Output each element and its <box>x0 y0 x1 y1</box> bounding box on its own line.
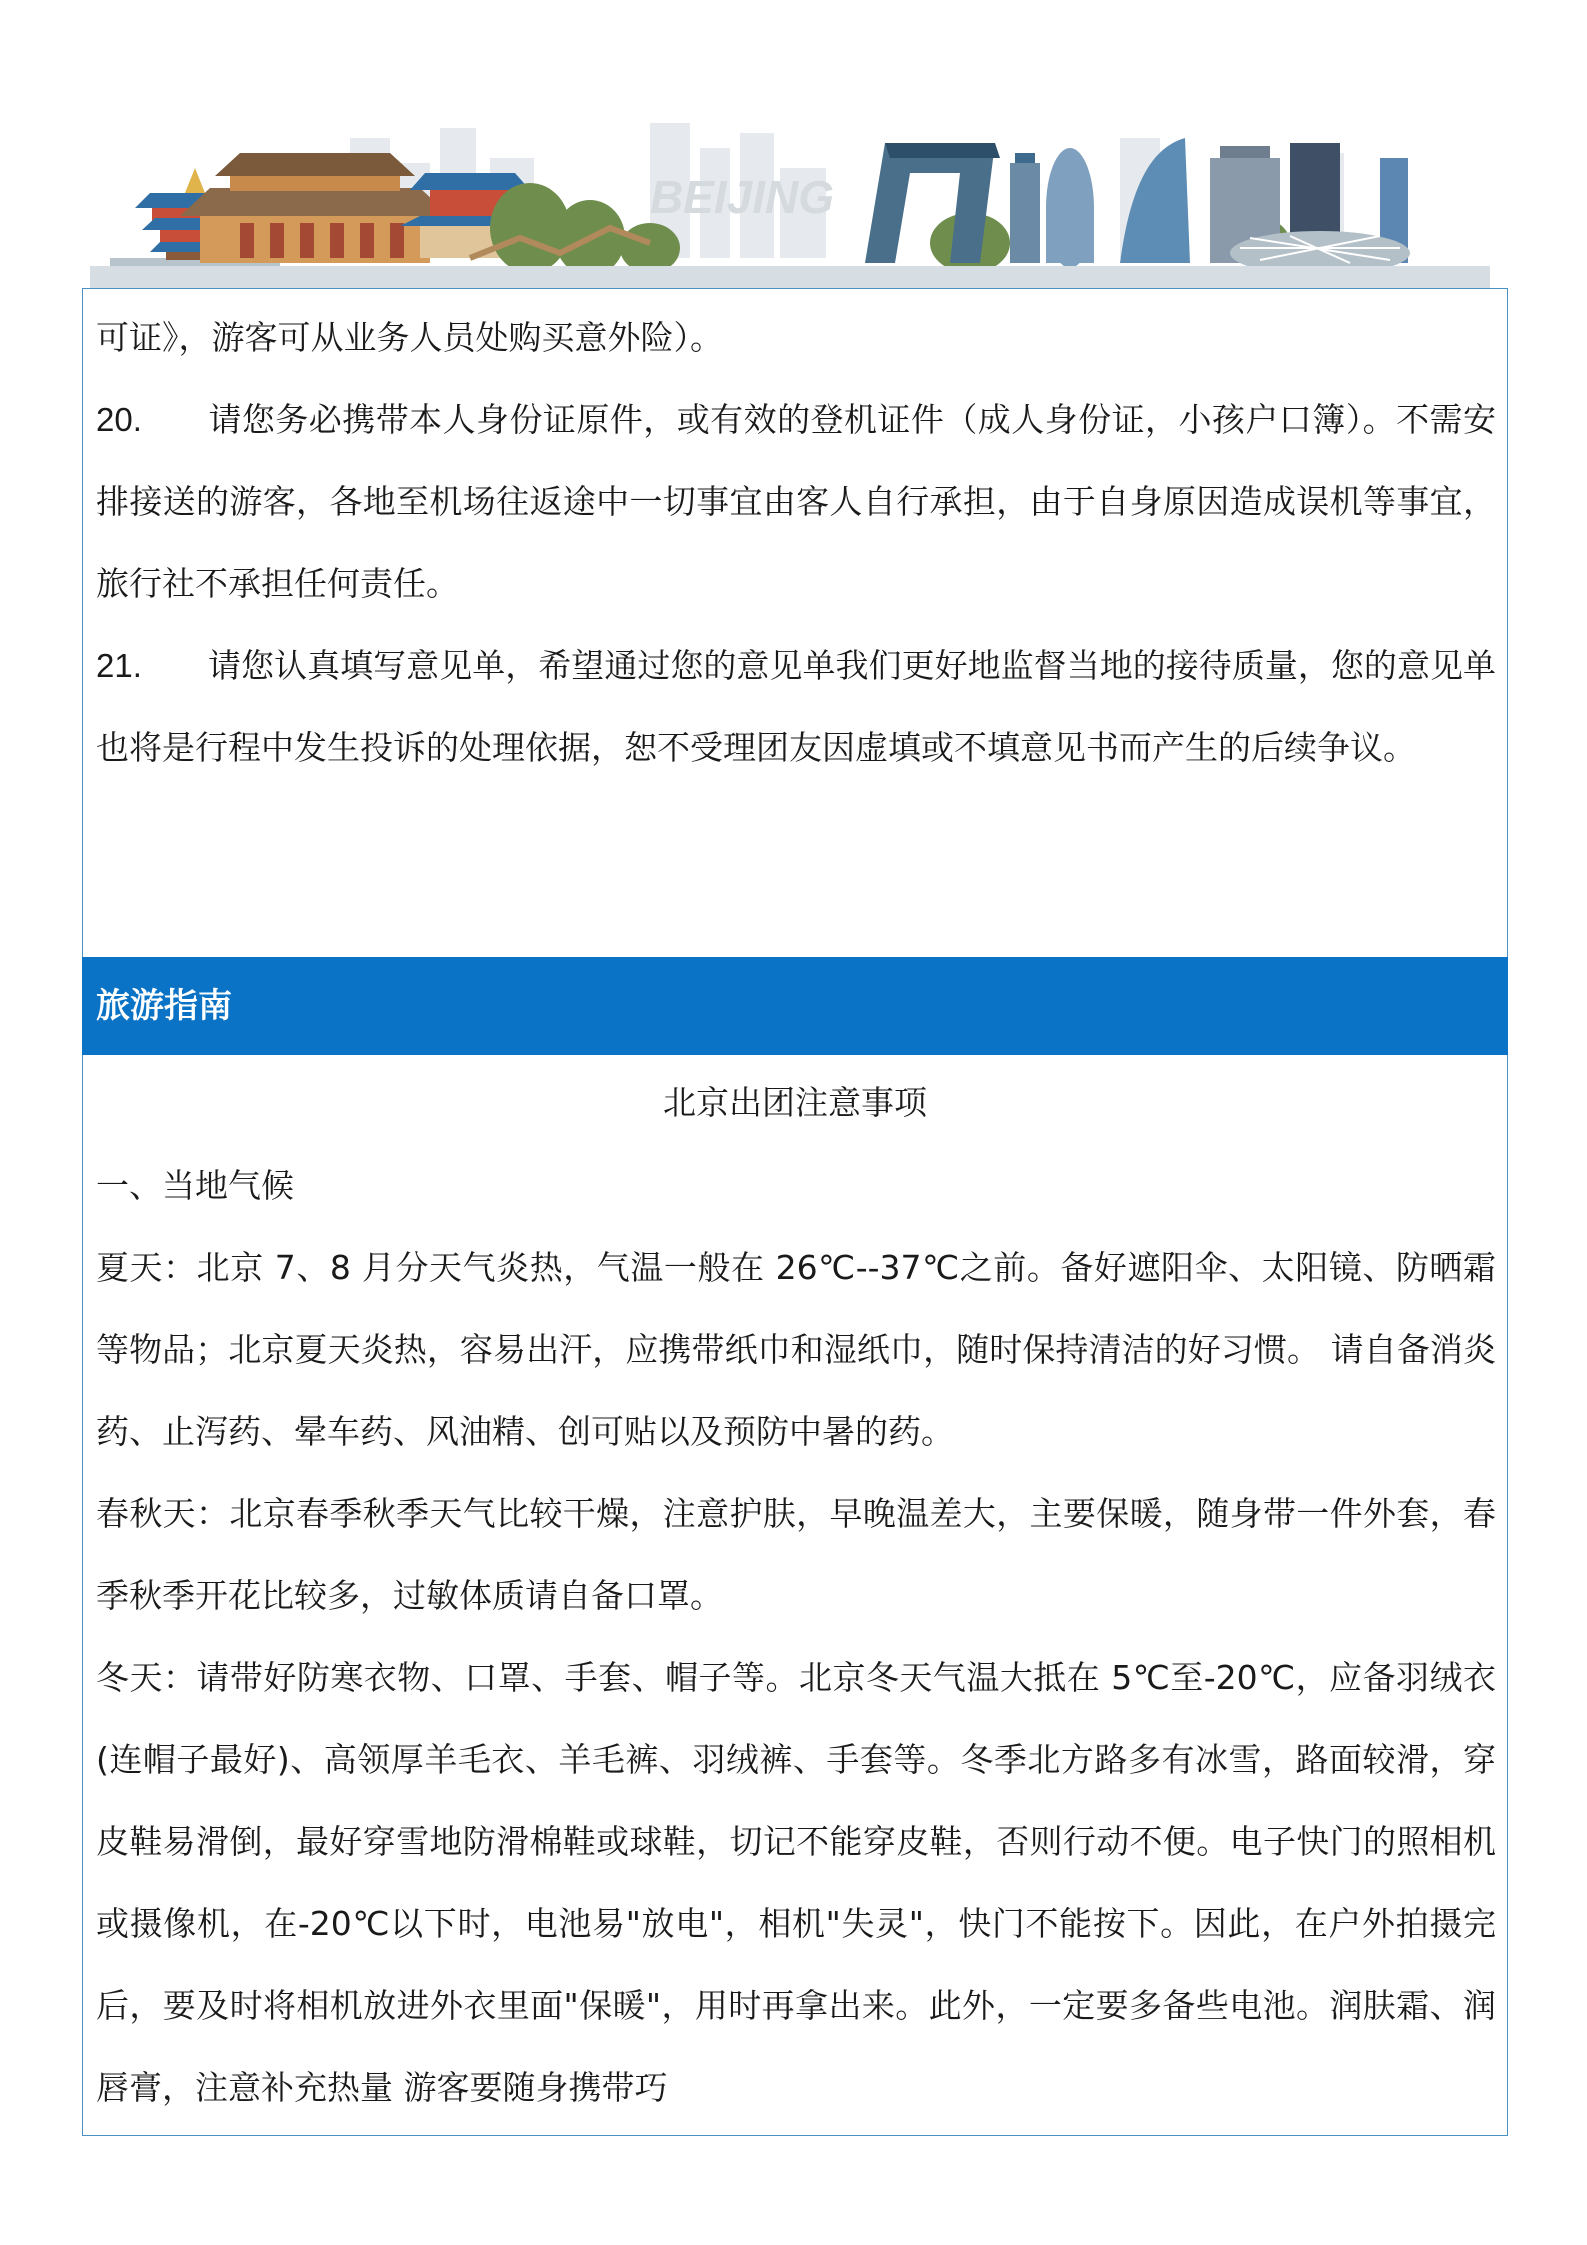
winter-paragraph: 冬天：请带好防寒衣物、口罩、手套、帽子等。北京冬天气温大抵在 5℃至-20℃，应备羽绒衣(连帽子最好)、高领厚羊毛衣、羊毛裤、羽绒裤、手套等。冬季北方路多有冰雪，路面较滑，穿皮鞋易滑倒，最好穿雪地防滑棉鞋或球鞋，切记不能穿皮鞋，否则行动不便。电子快门的照相机或摄像机，在-20℃以下时，电池易"放电"，相机"失灵"，快门不能按下。因此，在户外拍摄完后，要及时将相机放进外衣里面"保暖"，用时再拿出来。此外，一定要多备些电池。润肤霜、润唇膏，注意补充热量 游客要随身携带巧 <box>96 1658 1496 2107</box>
section-header-bar <box>82 957 1508 1055</box>
item-number: 20. <box>96 401 142 438</box>
continued-paragraph: 可证》，游客可从业务人员处购买意外险）。 <box>96 318 723 357</box>
climate-heading: 一、当地气候 <box>96 1166 294 1205</box>
notice-item-20 <box>96 379 1496 625</box>
item-number: 21. <box>96 647 142 684</box>
item-text: 请您认真填写意见单，希望通过您的意见单我们更好地监督当地的接待质量，您的意见单也将是行程中发生投诉的处理依据，恕不受理团友因虚填或不填意见书而产生的后续争议。 <box>96 646 1496 767</box>
banner-ground <box>90 266 1490 288</box>
spring-autumn-paragraph: 春秋天：北京春季秋季天气比较干燥，注意护肤，早晚温差大，主要保暖，随身带一件外套，春季秋季开花比较多，过敏体质请自备口罩。 <box>96 1494 1496 1615</box>
office-towers-illustration <box>1010 148 1094 268</box>
item-text: 请您务必携带本人身份证原件，或有效的登机证件（成人身份证，小孩户口簿）。不需安排接送的游客，各地至机场往返途中一切事宜由客人自行承担，由于自身原因造成误机等事宜，旅行社不承担任何责任。 <box>96 400 1496 603</box>
section-title: 旅游指南 <box>96 986 232 1026</box>
notice-item-21 <box>96 625 1496 789</box>
beijing-skyline-banner <box>90 118 1490 288</box>
banner-watermark: BEIJING <box>650 171 835 223</box>
guide-title: 北京出团注意事项 <box>663 1083 927 1122</box>
summer-paragraph: 夏天：北京 7、8 月分天气炎热，气温一般在 26℃--37℃之前。备好遮阳伞、太阳镜、防晒霜等物品；北京夏天炎热，容易出汗，应携带纸巾和湿纸巾，随时保持清洁的好习惯。 请自备消炎药、止泻药、晕车药、风油精、创可贴以及预防中暑的药。 <box>96 1248 1496 1451</box>
